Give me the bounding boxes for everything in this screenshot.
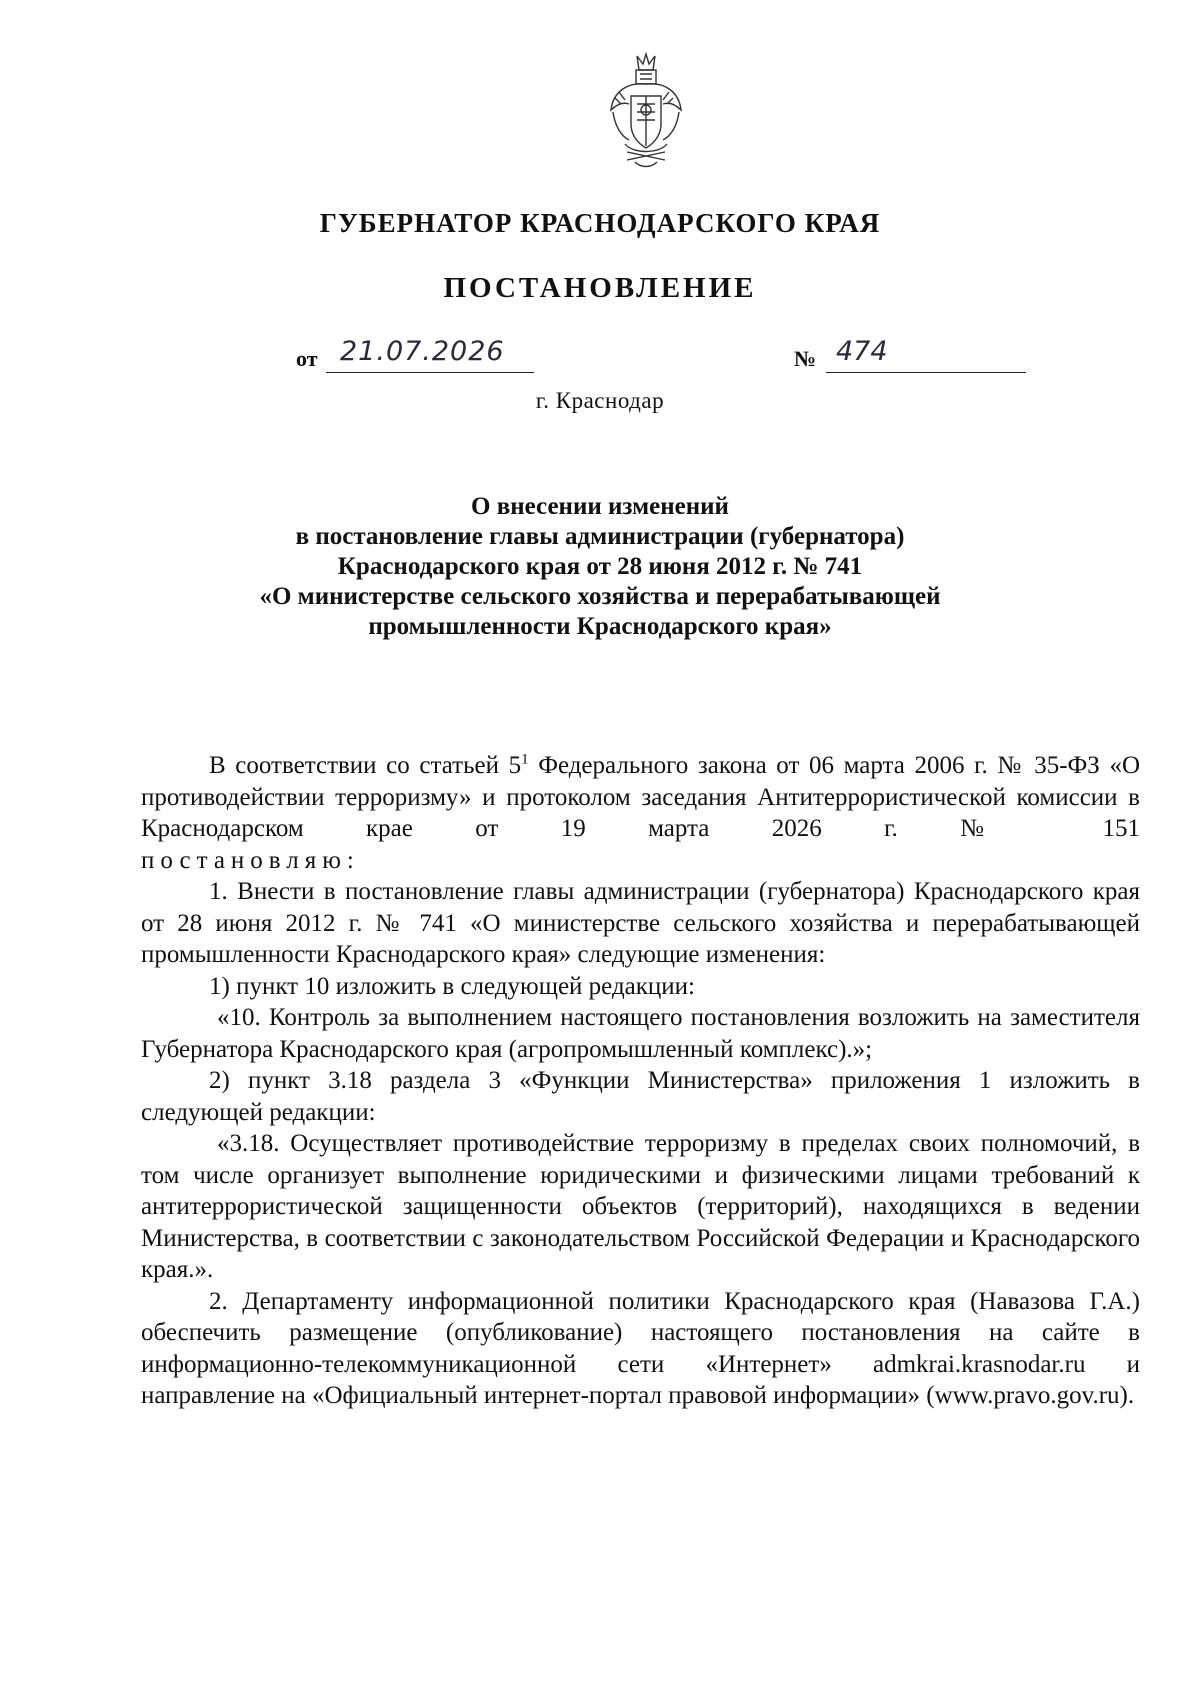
paragraph-2: 2. Департаменту информационной политики Краснодарского края (Навазова Г.А.) обеспечить размещение (опубликование) настоящего постановления на сайте в информационно-телекоммуникационной сети «Интернет» admkrai.krasnodar.ru и направление на «Официальный интернет-портал правовой информации» (www.pravo.gov.ru). xyxy=(141,1287,1140,1409)
title-line: в постановление главы администрации (губернатора) xyxy=(295,523,905,550)
date-label: от xyxy=(296,346,318,371)
title-line: О внесении изменений xyxy=(471,493,729,520)
paragraph-1: 1. Внести в постановление главы администрации (губернатора) Краснодарского края от 28 июня 2012 г. № 741 «О министерстве сельского хозяйства и перерабатывающей промышленности Краснодарского края» следующие изменения: xyxy=(141,878,1140,968)
number-handwritten: 474 xyxy=(836,336,888,367)
date-number-row xyxy=(0,338,1200,378)
number-underline xyxy=(826,372,1026,373)
title-line: Краснодарского края от 28 июня 2012 г. № 741 xyxy=(337,553,863,580)
number-label: № xyxy=(794,346,817,371)
article-superscript: 1 xyxy=(521,751,529,768)
subparagraph-1-1-text: «10. Контроль за выполнением настоящего постановления возложить на заместителя Губернатора Краснодарского края (агропромышленный комплекс).»; xyxy=(141,1004,1140,1063)
preamble-text: В соответствии со статьей 5 xyxy=(209,752,522,779)
preamble-paragraph xyxy=(141,750,1140,845)
subparagraph-1-2-text: «3.18. Осуществляет противодействие терроризму в пределах своих полномочий, в том числе организует выполнение юридическими и физическими лицами требований к антитеррористической защищенности объектов (территорий), находящихся в ведении Министерства, в соответствии с законодательством Российской Федерации и Краснодарского края.». xyxy=(141,1130,1140,1283)
document-title xyxy=(150,492,1050,642)
subparagraph-1-2: 2) пункт 3.18 раздела 3 «Функции Министерства» приложения 1 изложить в следующей редакции: xyxy=(141,1067,1140,1126)
title-line: «О министерстве сельского хозяйства и перерабатывающей xyxy=(259,583,941,610)
title-line: промышленности Краснодарского края» xyxy=(368,613,832,640)
issuer-heading: ГУБЕРНАТОР КРАСНОДАРСКОГО КРАЯ xyxy=(319,208,881,238)
document-type-heading: ПОСТАНОВЛЕНИЕ xyxy=(443,272,757,304)
city-line: г. Краснодар xyxy=(535,388,665,413)
date-underline xyxy=(326,372,534,373)
date-handwritten: 21.07.2026 xyxy=(340,336,505,367)
decree-word: постановляю: xyxy=(141,846,360,874)
document-body xyxy=(141,750,1140,1412)
subparagraph-1-1: 1) пункт 10 изложить в следующей редакции: xyxy=(209,972,695,1000)
preamble-text-cont: Федерального закона от 06 марта 2006 г. № 35-ФЗ «О противодействии терроризму» и протоколом заседания Антитеррористической комиссии в Краснодарском крае от 19 марта 2026 г. № 151 xyxy=(141,752,1141,842)
coat-of-arms-emblem xyxy=(607,52,685,170)
